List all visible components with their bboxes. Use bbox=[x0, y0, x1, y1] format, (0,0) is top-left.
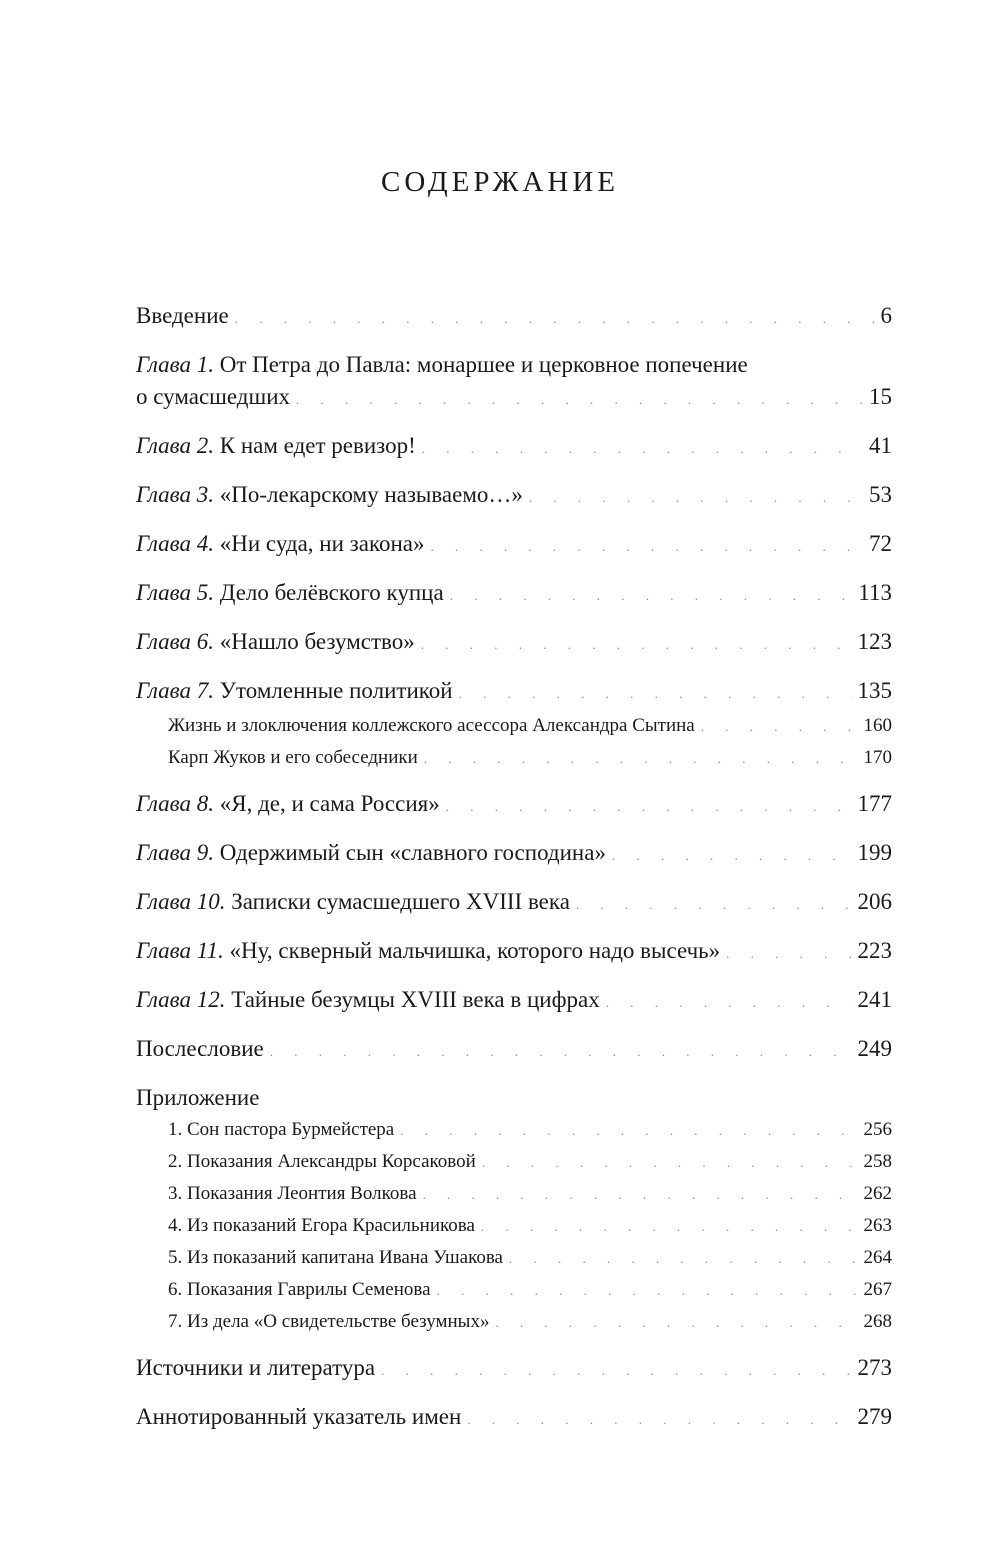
chapter-label: Глава 9. bbox=[136, 840, 214, 865]
dot-leader bbox=[612, 840, 852, 872]
dot-leader bbox=[509, 1243, 858, 1274]
chapter-label: Глава 4. bbox=[136, 531, 214, 556]
toc-page-number: 41 bbox=[869, 433, 892, 458]
toc-entry-chapter-12[interactable] bbox=[136, 984, 892, 1019]
dot-leader bbox=[381, 1355, 851, 1387]
toc-page-number: 273 bbox=[857, 1355, 892, 1380]
toc-entry-chapter-8[interactable] bbox=[136, 788, 892, 823]
dot-leader bbox=[423, 1179, 858, 1210]
toc-entry-title: От Петра до Павла: монаршее и церковное попечение bbox=[219, 352, 748, 377]
toc-subentry-title: 1. Сон пастора Бурмейстера bbox=[168, 1119, 395, 1140]
toc-page-number: 256 bbox=[863, 1119, 892, 1140]
toc-subentry-title: 7. Из дела «О свидетельстве безумных» bbox=[168, 1311, 490, 1332]
toc-page-number: 177 bbox=[857, 791, 892, 816]
toc-page-number: 160 bbox=[863, 715, 892, 736]
toc-subentry-title: 6. Показания Гаврилы Семенова bbox=[168, 1279, 431, 1300]
toc-page-number: 113 bbox=[858, 580, 892, 605]
toc-subentry[interactable] bbox=[168, 1146, 892, 1178]
toc-entry-index[interactable] bbox=[136, 1401, 892, 1436]
toc-subentry[interactable] bbox=[168, 1306, 892, 1338]
toc-subentry-title: 4. Из показаний Егора Красильникова bbox=[168, 1215, 475, 1236]
chapter-label: Глава 7. bbox=[136, 678, 214, 703]
dot-leader bbox=[726, 938, 851, 970]
dot-leader bbox=[481, 1211, 858, 1242]
chapter-label: Глава 6. bbox=[136, 629, 214, 654]
chapter-label: Глава 11. bbox=[136, 938, 224, 963]
toc-entry-chapter-1[interactable] bbox=[136, 349, 892, 416]
toc-page-number: 249 bbox=[857, 1036, 892, 1061]
dot-leader bbox=[421, 629, 852, 661]
toc-page-number: 72 bbox=[869, 531, 892, 556]
toc-entry-chapter-5[interactable] bbox=[136, 577, 892, 612]
dot-leader bbox=[576, 889, 852, 921]
dot-leader bbox=[495, 1307, 857, 1338]
toc-entry-chapter-2[interactable] bbox=[136, 430, 892, 465]
chapter-label: Глава 12. bbox=[136, 987, 226, 1012]
toc-page-number: 123 bbox=[857, 629, 892, 654]
toc-subentry[interactable] bbox=[168, 1210, 892, 1242]
toc-entry-title: «Ни суда, ни закона» bbox=[219, 531, 425, 556]
dot-leader bbox=[459, 678, 852, 710]
toc-subentry[interactable] bbox=[168, 1178, 892, 1210]
chapter-label: Глава 3. bbox=[136, 482, 214, 507]
toc-page-number: 53 bbox=[869, 482, 892, 507]
dot-leader bbox=[446, 791, 852, 823]
toc-entry-chapter-11[interactable] bbox=[136, 935, 892, 970]
toc-entry-title: «Нашло безумство» bbox=[219, 629, 415, 654]
chapter-label: Глава 10. bbox=[136, 889, 226, 914]
dot-leader bbox=[422, 433, 863, 465]
dot-leader bbox=[467, 1404, 851, 1436]
toc-entry-title: К нам едет ревизор! bbox=[219, 433, 416, 458]
toc-page-number: 206 bbox=[857, 889, 892, 914]
toc-entry-title: Одержимый сын «славного господина» bbox=[219, 840, 606, 865]
dot-leader bbox=[235, 303, 875, 335]
chapter-label: Глава 1. bbox=[136, 352, 214, 377]
table-of-contents bbox=[136, 300, 892, 1450]
toc-entry-chapter-9[interactable] bbox=[136, 837, 892, 872]
toc-entry-chapter-6[interactable] bbox=[136, 626, 892, 661]
toc-page-number: 267 bbox=[863, 1279, 892, 1300]
toc-subentry[interactable] bbox=[168, 742, 892, 774]
toc-subentry[interactable] bbox=[168, 710, 892, 742]
toc-subentry[interactable] bbox=[168, 1114, 892, 1146]
appendix-heading: Приложение bbox=[136, 1085, 260, 1110]
toc-entry-title: «По-лекарскому называемо…» bbox=[219, 482, 523, 507]
toc-page-number: 258 bbox=[863, 1151, 892, 1172]
dot-leader bbox=[270, 1036, 852, 1068]
chapter-label: Глава 2. bbox=[136, 433, 214, 458]
toc-page-number: 262 bbox=[863, 1183, 892, 1204]
toc-entry-title-continued: о сумасшедших bbox=[136, 384, 291, 409]
toc-entry-title: Тайные безумцы XVIII века в цифрах bbox=[231, 987, 600, 1012]
dot-leader bbox=[400, 1115, 857, 1146]
toc-page-number: 268 bbox=[863, 1311, 892, 1332]
toc-subentry-title: Карп Жуков и его собеседники bbox=[168, 747, 418, 768]
chapter-label: Глава 5. bbox=[136, 580, 214, 605]
toc-entry-title: Записки сумасшедшего XVIII века bbox=[231, 889, 570, 914]
page-title: СОДЕРЖАНИЕ bbox=[381, 166, 619, 198]
dot-leader bbox=[482, 1147, 858, 1178]
toc-page-number: 223 bbox=[857, 938, 892, 963]
chapter-label: Глава 8. bbox=[136, 791, 214, 816]
toc-page-number: 263 bbox=[863, 1215, 892, 1236]
dot-leader bbox=[437, 1275, 858, 1306]
toc-entry-title: «Я, де, и сама Россия» bbox=[219, 791, 440, 816]
dot-leader bbox=[430, 531, 863, 563]
toc-entry-chapter-4[interactable] bbox=[136, 528, 892, 563]
toc-subentry[interactable] bbox=[168, 1274, 892, 1306]
toc-entry-title: «Ну, скверный мальчишка, которого надо высечь» bbox=[229, 938, 721, 963]
toc-subentry-title: 2. Показания Александры Корсаковой bbox=[168, 1151, 476, 1172]
dot-leader bbox=[296, 384, 863, 416]
toc-entry-chapter-3[interactable] bbox=[136, 479, 892, 514]
toc-page-number: 6 bbox=[880, 303, 892, 328]
dot-leader bbox=[450, 580, 853, 612]
toc-subentry[interactable] bbox=[168, 1242, 892, 1274]
dot-leader bbox=[606, 987, 852, 1019]
toc-page-number: 135 bbox=[857, 678, 892, 703]
toc-page-number: 199 bbox=[857, 840, 892, 865]
toc-page-number: 241 bbox=[857, 987, 892, 1012]
toc-page-number: 279 bbox=[857, 1404, 892, 1429]
dot-leader bbox=[701, 711, 858, 742]
toc-entry-chapter-7[interactable] bbox=[136, 675, 892, 774]
toc-entry-title: Послесловие bbox=[136, 1036, 264, 1061]
toc-page-number: 264 bbox=[863, 1247, 892, 1268]
toc-entry-afterword[interactable] bbox=[136, 1033, 892, 1068]
toc-entry-chapter-10[interactable] bbox=[136, 886, 892, 921]
toc-entry-title: Аннотированный указатель имен bbox=[136, 1404, 462, 1429]
toc-page-number: 15 bbox=[869, 384, 892, 409]
toc-subentry-title: Жизнь и злоключения коллежского асессора Александра Сытина bbox=[168, 715, 695, 736]
toc-entry-title: Введение bbox=[136, 303, 229, 328]
toc-entry-title: Дело белёвского купца bbox=[219, 580, 444, 605]
toc-entry-title: Источники и литература bbox=[136, 1355, 376, 1380]
toc-subentry-title: 5. Из показаний капитана Ивана Ушакова bbox=[168, 1247, 503, 1268]
toc-subentry-title: 3. Показания Леонтия Волкова bbox=[168, 1183, 417, 1204]
toc-entry-sources[interactable] bbox=[136, 1352, 892, 1387]
toc-entry-appendix[interactable] bbox=[136, 1082, 892, 1338]
dot-leader bbox=[529, 482, 863, 514]
dot-leader bbox=[424, 743, 858, 774]
toc-page-number: 170 bbox=[863, 747, 892, 768]
toc-entry-introduction[interactable] bbox=[136, 300, 892, 335]
toc-entry-title: Утомленные политикой bbox=[219, 678, 453, 703]
